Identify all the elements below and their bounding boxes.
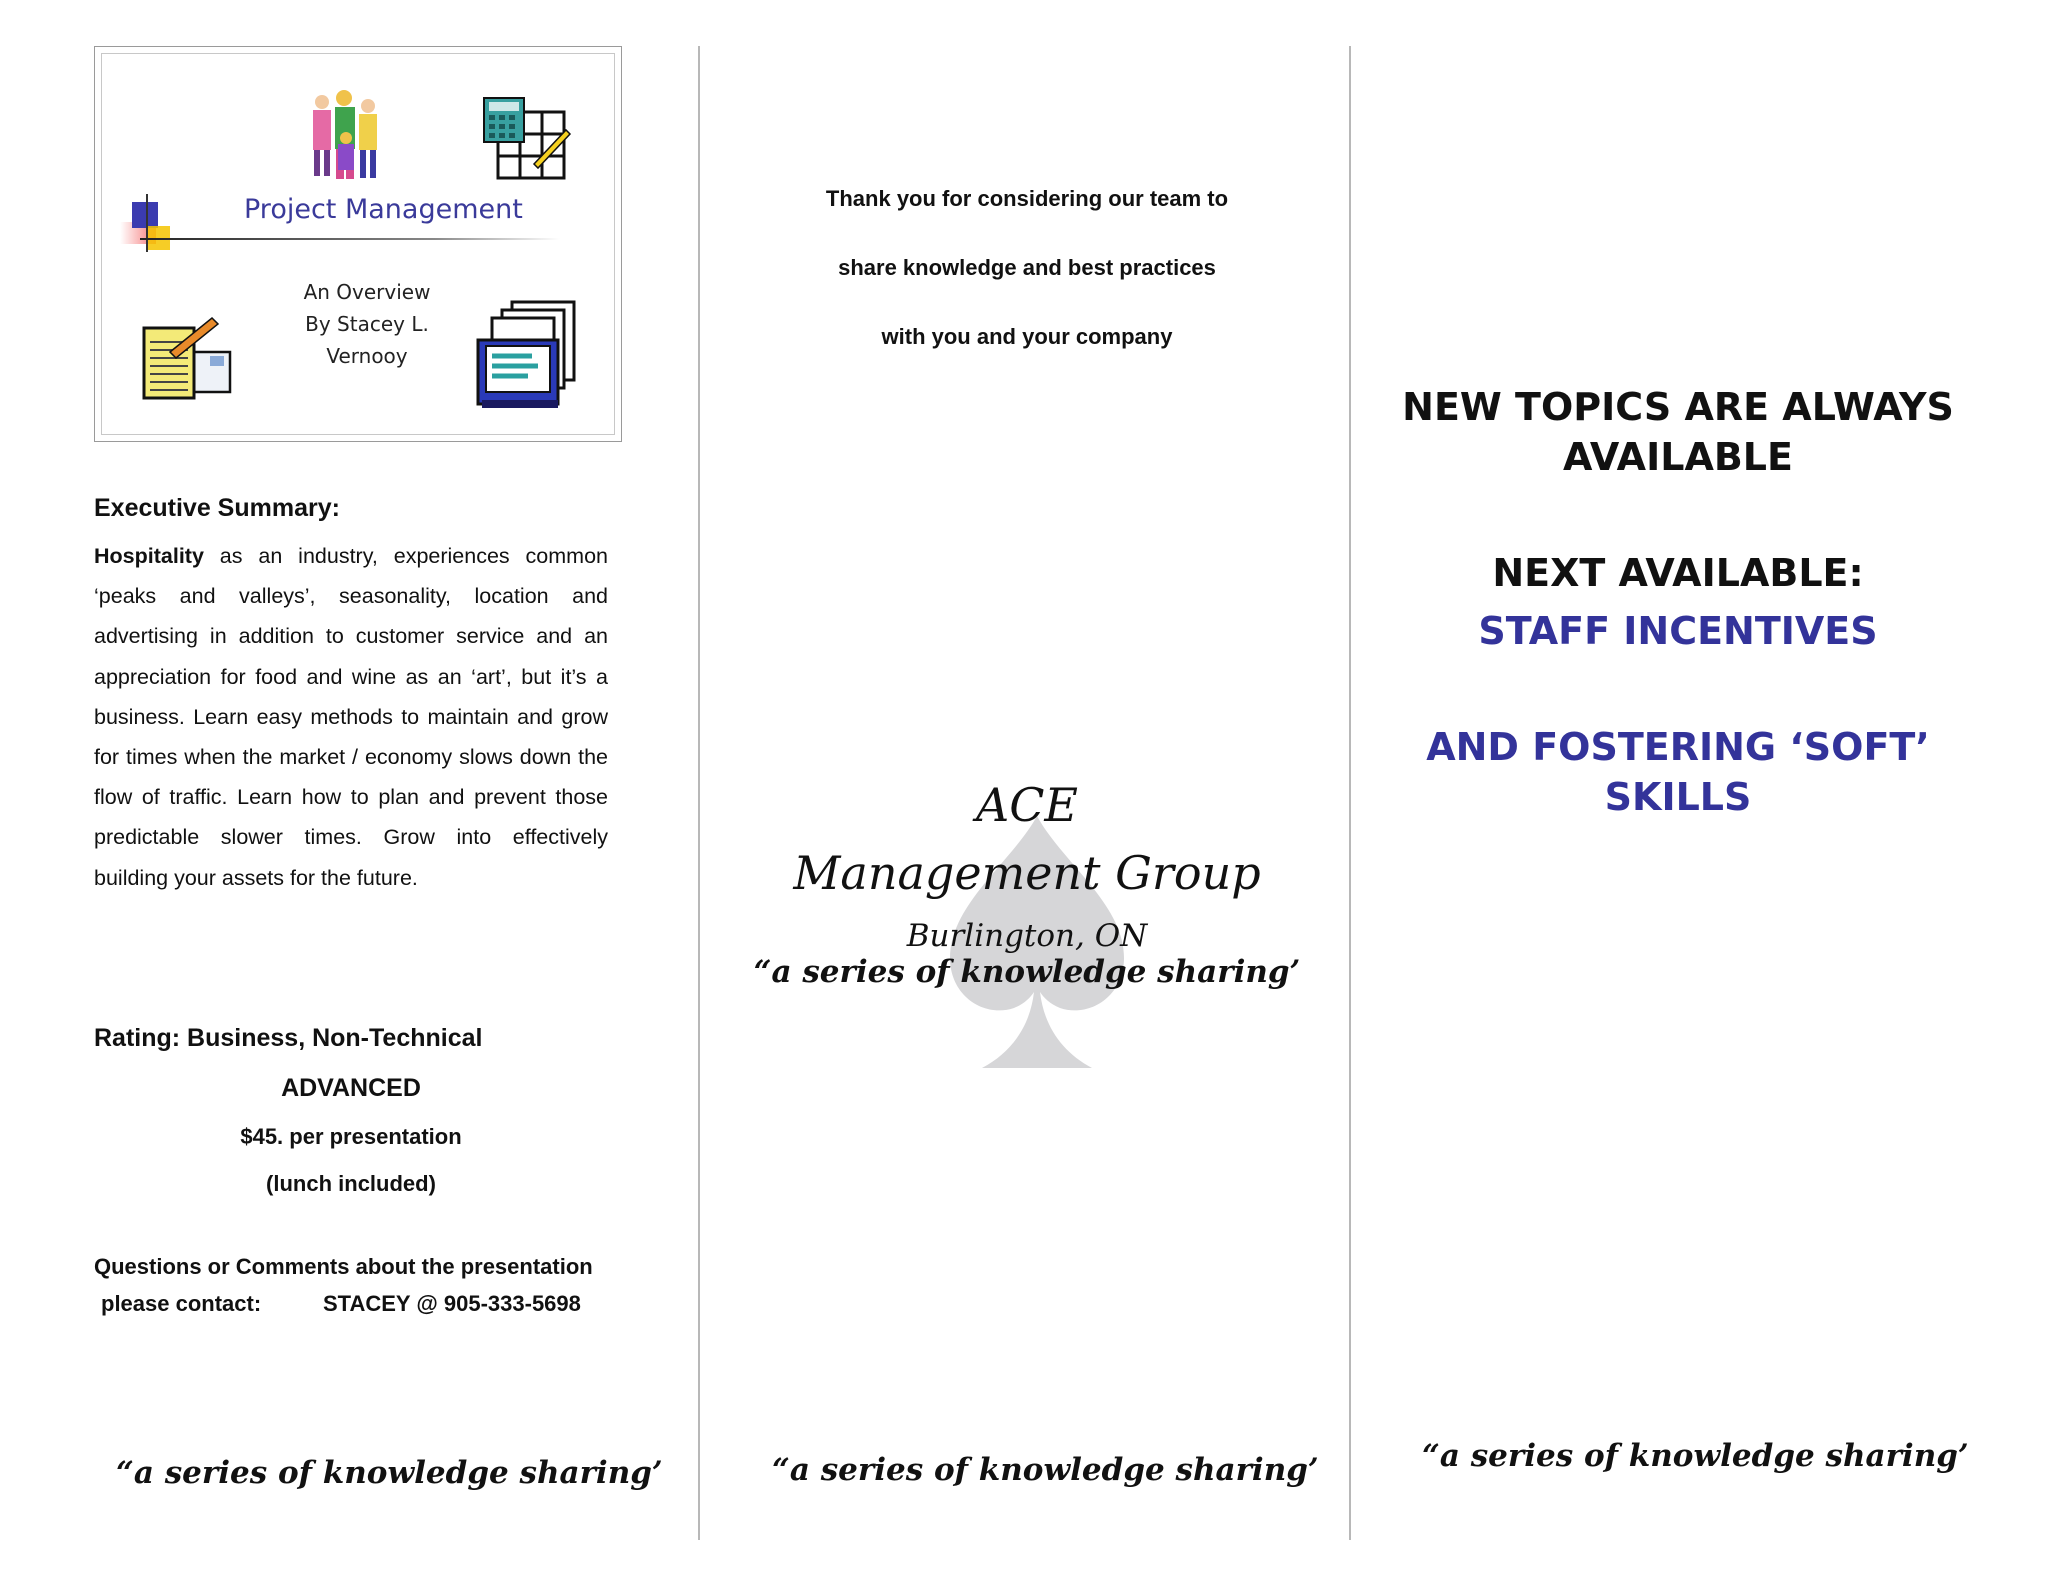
notepad-pencil-icon — [140, 316, 236, 402]
slide-subtitle-line: An Overview — [303, 280, 431, 304]
panel-left — [70, 0, 663, 1582]
next-available-label: NEXT AVAILABLE: — [1492, 551, 1864, 595]
slide-thumbnail — [94, 46, 622, 442]
column-divider-right — [1349, 46, 1351, 1540]
company-series: “a series of knowledge sharing’ — [753, 954, 1301, 990]
executive-summary-body — [94, 536, 608, 898]
level-label: ADVANCED — [281, 1074, 421, 1102]
company-location: Burlington, ON — [906, 918, 1148, 954]
slide-subtitle — [262, 276, 472, 372]
thanks-line: with you and your company — [881, 324, 1173, 349]
panel-right — [1368, 0, 1988, 1582]
questions-text: Questions or Comments about the presentation — [94, 1254, 593, 1279]
thanks-line: share knowledge and best practices — [838, 255, 1216, 280]
topic-title: STAFF INCENTIVES — [1478, 609, 1878, 653]
contact-line — [94, 1285, 593, 1322]
card-file-icon — [472, 296, 584, 414]
footer-tagline: “a series of knowledge sharing’ — [116, 1455, 663, 1491]
column-divider-left — [698, 46, 700, 1540]
footer-tagline: “a series of knowledge sharing’ — [1422, 1438, 1969, 1474]
company-name: Management Group — [793, 846, 1261, 900]
slide-decoration — [146, 194, 148, 252]
lunch-note: (lunch included) — [266, 1171, 436, 1196]
topic-title: SKILLS — [1604, 775, 1752, 819]
slide-decoration — [132, 202, 158, 228]
family-clipart-icon — [302, 88, 388, 184]
headline: AVAILABLE — [1563, 435, 1793, 479]
headline: NEW TOPICS ARE ALWAYS — [1402, 385, 1954, 429]
contact-value: STACEY @ 905-333-5698 — [323, 1291, 581, 1316]
price-label: $45. per presentation — [240, 1124, 462, 1149]
topic-title: AND FOSTERING ‘SOFT’ — [1426, 725, 1930, 769]
footer-tagline: “a series of knowledge sharing’ — [772, 1452, 1319, 1488]
thanks-line: Thank you for considering our team to — [825, 186, 1229, 211]
calculator-spreadsheet-icon — [482, 94, 572, 184]
rating-line: Rating: Business, Non-Technical — [94, 1024, 483, 1052]
panel-center — [712, 0, 1342, 1582]
contact-label: please contact: — [101, 1291, 262, 1316]
executive-summary-heading: Executive Summary: — [94, 494, 340, 522]
executive-summary-text: as an industry, experiences common ‘peaks and valleys’, seasonality, location and advertising in addition to customer service and an appreciation for food and wine as an ‘art’, but it’s a business. Learn easy methods to maintain and grow for times when the market / economy slows down the flow of traffic. Learn how to plan and prevent those predictable slower times. Grow into effectively building your assets for the future. — [94, 544, 608, 890]
company-ace: ACE — [976, 778, 1078, 832]
slide-rule — [140, 238, 560, 240]
slide-subtitle-line: By Stacey L. Vernooy — [305, 312, 429, 368]
questions-block — [94, 1248, 593, 1322]
slide-title: Project Management — [244, 194, 523, 225]
executive-summary-lead: Hospitality — [94, 544, 204, 568]
